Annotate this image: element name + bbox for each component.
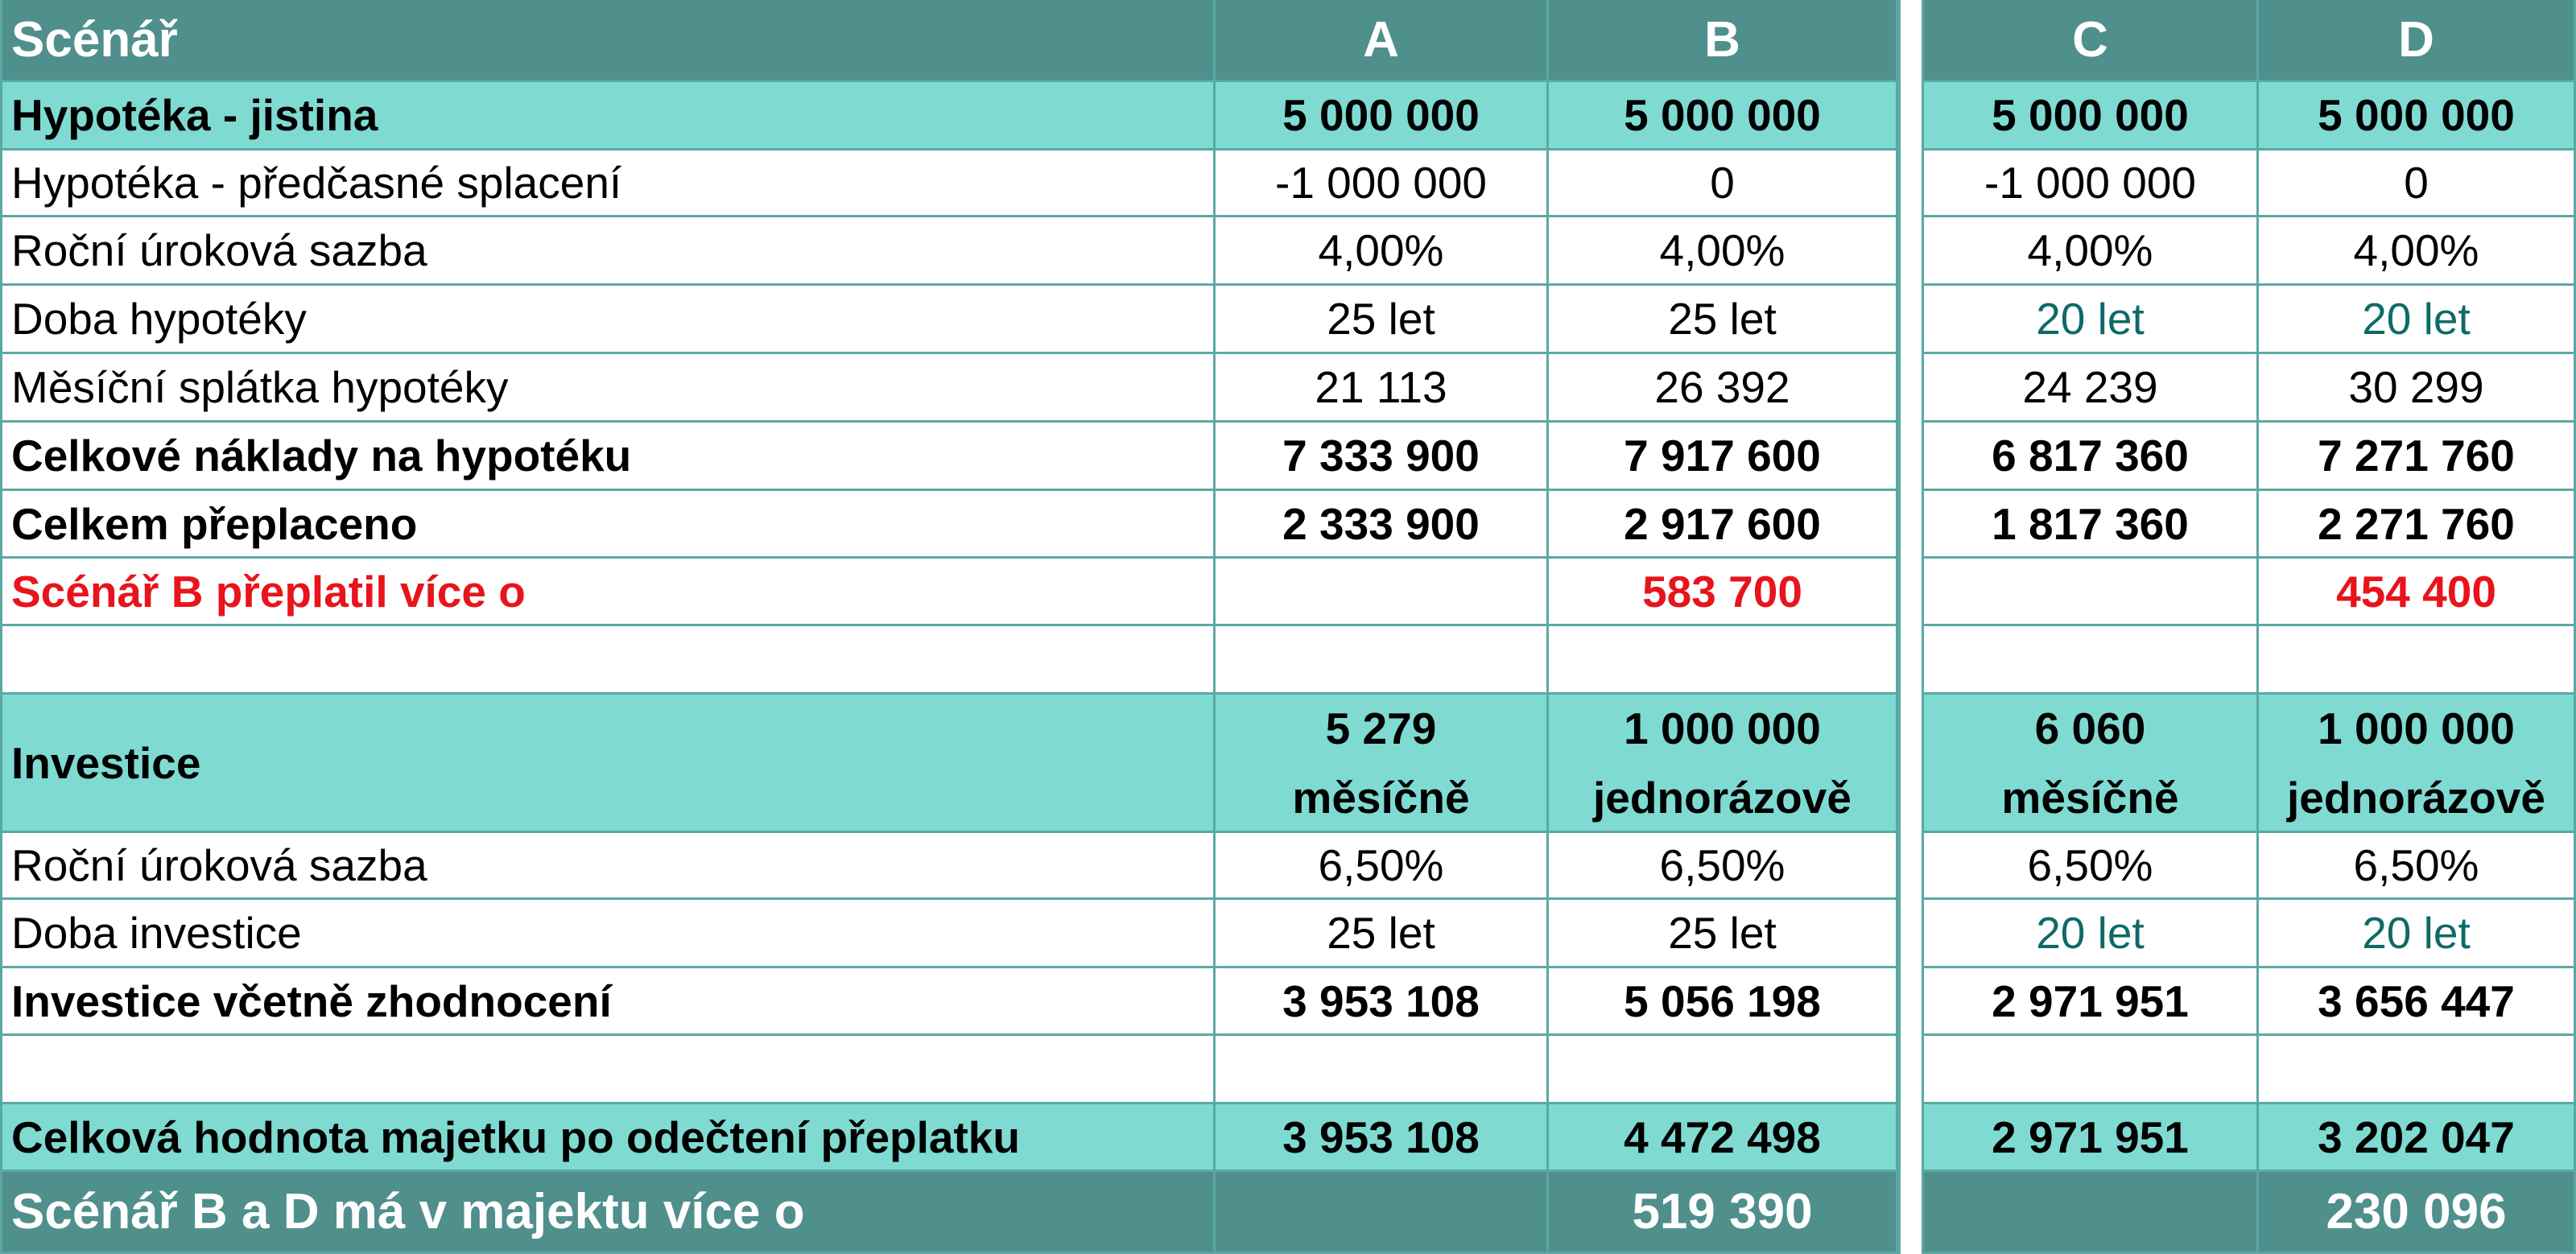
- preplatil-a: [1216, 559, 1549, 626]
- row-label-investice: Investice: [0, 695, 1216, 833]
- row-label-inv-doba: Doba investice: [0, 900, 1216, 968]
- jistina-b: 5 000 000: [1549, 82, 1898, 151]
- row-label-jistina: Hypotéka - jistina: [0, 82, 1216, 151]
- row-label-splaceni: Hypotéka - předčasné splacení: [0, 151, 1216, 217]
- doba-b: 25 let: [1549, 286, 1898, 354]
- vice-d: 230 096: [2259, 1172, 2576, 1254]
- hodnota-c: 2 971 951: [1924, 1104, 2259, 1172]
- header-scenario-label: Scénář: [0, 0, 1216, 82]
- doba-d: 20 let: [2259, 286, 2576, 354]
- naklady-d: 7 271 760: [2259, 423, 2576, 491]
- investice-b-frequency: jednorázově: [1593, 772, 1852, 823]
- zhodnoceni-c: 2 971 951: [1924, 968, 2259, 1036]
- naklady-a: 7 333 900: [1216, 423, 1549, 491]
- investice-a-frequency: měsíčně: [1292, 772, 1470, 823]
- inv-doba-c: 20 let: [1924, 900, 2259, 968]
- splatka-a: 21 113: [1216, 354, 1549, 423]
- jistina-d: 5 000 000: [2259, 82, 2576, 151]
- investice-a-amount: 5 279: [1325, 703, 1437, 753]
- row-label-inv-sazba: Roční úroková sazba: [0, 833, 1216, 900]
- header-col-c: C: [1924, 0, 2259, 82]
- investice-d-frequency: jednorázově: [2287, 772, 2545, 823]
- investice-c-frequency: měsíčně: [2001, 772, 2179, 823]
- jistina-a: 5 000 000: [1216, 82, 1549, 151]
- sazba-a: 4,00%: [1216, 217, 1549, 286]
- preplaceno-c: 1 817 360: [1924, 491, 2259, 559]
- column-separator-gap: [1898, 0, 1924, 1254]
- empty-row-1-c: [1924, 626, 2259, 695]
- hodnota-d: 3 202 047: [2259, 1104, 2576, 1172]
- preplaceno-a: 2 333 900: [1216, 491, 1549, 559]
- empty-row-1-a: [1216, 626, 1549, 695]
- investice-b: [1549, 695, 1898, 833]
- vice-c: [1924, 1172, 2259, 1254]
- sazba-c: 4,00%: [1924, 217, 2259, 286]
- table-left-edge: [0, 0, 2, 1254]
- inv-doba-b: 25 let: [1549, 900, 1898, 968]
- jistina-c: 5 000 000: [1924, 82, 2259, 151]
- row-label-sazba: Roční úroková sazba: [0, 217, 1216, 286]
- vice-b: 519 390: [1549, 1172, 1898, 1254]
- empty-row-2-a: [1216, 1036, 1549, 1104]
- empty-row-2-d: [2259, 1036, 2576, 1104]
- naklady-b: 7 917 600: [1549, 423, 1898, 491]
- splaceni-a: -1 000 000: [1216, 151, 1549, 217]
- empty-row-1-d: [2259, 626, 2576, 695]
- inv-sazba-c: 6,50%: [1924, 833, 2259, 900]
- header-col-a: A: [1216, 0, 1549, 82]
- inv-doba-a: 25 let: [1216, 900, 1549, 968]
- zhodnoceni-d: 3 656 447: [2259, 968, 2576, 1036]
- preplatil-c: [1924, 559, 2259, 626]
- zhodnoceni-b: 5 056 198: [1549, 968, 1898, 1036]
- splaceni-c: -1 000 000: [1924, 151, 2259, 217]
- empty-row-1-label: [0, 626, 1216, 695]
- splatka-b: 26 392: [1549, 354, 1898, 423]
- row-label-doba: Doba hypotéky: [0, 286, 1216, 354]
- naklady-c: 6 817 360: [1924, 423, 2259, 491]
- splaceni-b: 0: [1549, 151, 1898, 217]
- zhodnoceni-a: 3 953 108: [1216, 968, 1549, 1036]
- inv-doba-d: 20 let: [2259, 900, 2576, 968]
- hodnota-a: 3 953 108: [1216, 1104, 1549, 1172]
- investice-d: [2259, 695, 2576, 833]
- inv-sazba-b: 6,50%: [1549, 833, 1898, 900]
- row-label-naklady: Celkové náklady na hypotéku: [0, 423, 1216, 491]
- empty-row-2-b: [1549, 1036, 1898, 1104]
- splatka-c: 24 239: [1924, 354, 2259, 423]
- sazba-b: 4,00%: [1549, 217, 1898, 286]
- empty-row-2-label: [0, 1036, 1216, 1104]
- investice-d-amount: 1 000 000: [2318, 703, 2515, 753]
- preplaceno-d: 2 271 760: [2259, 491, 2576, 559]
- row-label-splatka: Měsíční splátka hypotéky: [0, 354, 1216, 423]
- inv-sazba-a: 6,50%: [1216, 833, 1549, 900]
- preplatil-b: 583 700: [1549, 559, 1898, 626]
- investice-a: [1216, 695, 1549, 833]
- preplatil-d: 454 400: [2259, 559, 2576, 626]
- inv-sazba-d: 6,50%: [2259, 833, 2576, 900]
- header-col-b: B: [1549, 0, 1898, 82]
- doba-c: 20 let: [1924, 286, 2259, 354]
- doba-a: 25 let: [1216, 286, 1549, 354]
- investice-c-amount: 6 060: [2034, 703, 2146, 753]
- investice-c: [1924, 695, 2259, 833]
- investice-b-amount: 1 000 000: [1624, 703, 1821, 753]
- row-label-hodnota: Celková hodnota majetku po odečtení přeplatku: [0, 1104, 1216, 1172]
- vice-a: [1216, 1172, 1549, 1254]
- splaceni-d: 0: [2259, 151, 2576, 217]
- preplaceno-b: 2 917 600: [1549, 491, 1898, 559]
- empty-row-2-c: [1924, 1036, 2259, 1104]
- splatka-d: 30 299: [2259, 354, 2576, 423]
- empty-row-1-b: [1549, 626, 1898, 695]
- sazba-d: 4,00%: [2259, 217, 2576, 286]
- hodnota-b: 4 472 498: [1549, 1104, 1898, 1172]
- row-label-preplaceno: Celkem přeplaceno: [0, 491, 1216, 559]
- header-col-d: D: [2259, 0, 2576, 82]
- row-label-zhodnoceni: Investice včetně zhodnocení: [0, 968, 1216, 1036]
- row-label-vice: Scénář B a D má v majektu více o: [0, 1172, 1216, 1254]
- row-label-preplatil: Scénář B přeplatil více o: [0, 559, 1216, 626]
